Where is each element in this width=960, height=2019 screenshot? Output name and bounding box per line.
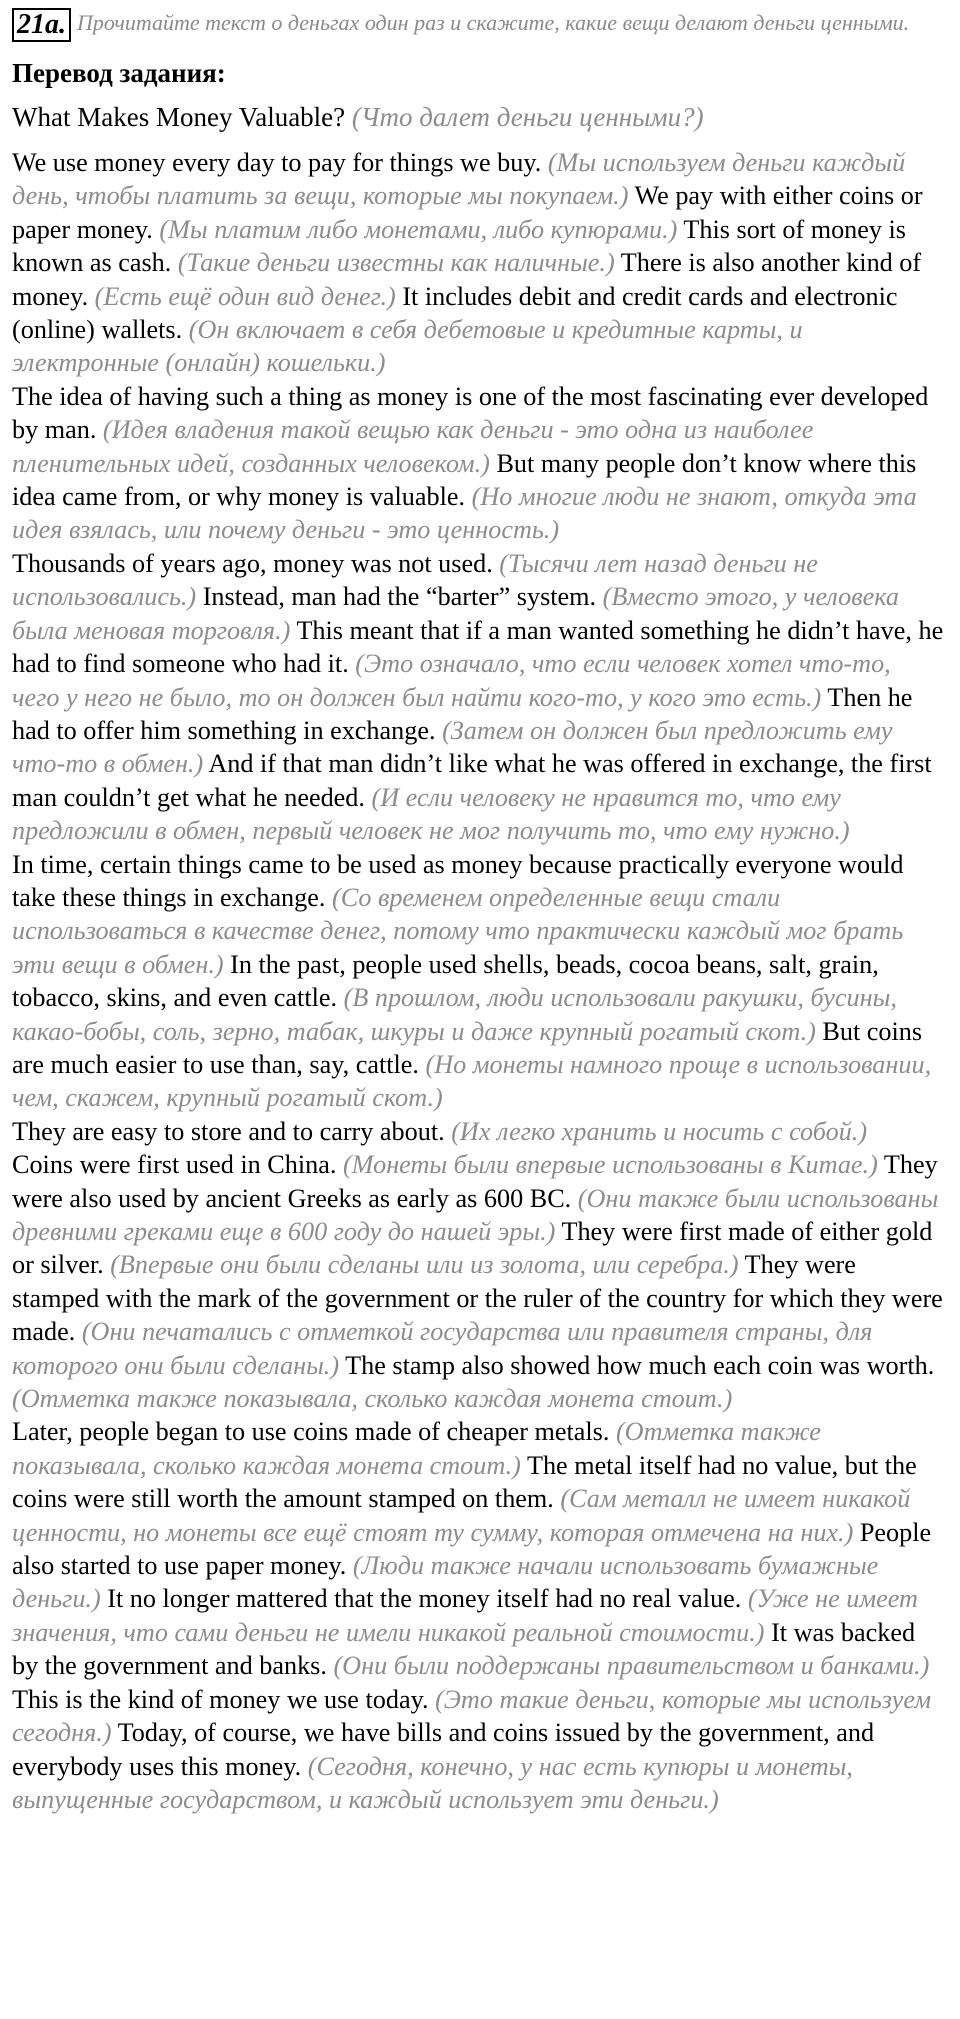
sentence-english: This is the kind of money we use today. [12,1684,429,1714]
sentence-english: This meant that if a man wanted something he didn’t have, he had to find someone who had it. [12,615,944,679]
text-title [12,100,952,134]
sentence-english: They were first made of either gold or silver. [12,1217,933,1280]
sentence-russian: (Сам металл не имеет никакой ценности, но монеты все ещё стоят ту сумму, которая отмечена на них.) [12,1484,911,1547]
sentence-russian: (Вместо этого, у человека была меновая торговля.) [12,582,899,645]
sentence-english: The metal itself had no value, but the coins were still worth the amount stamped on them. [12,1450,917,1514]
sentence-russian: (Они печатались с отметкой государства или правителя страны, для которого они были сделаны.) [12,1317,873,1380]
sentence-17 [12,1150,878,1179]
sentence-english: It was backed by the government and banks. [12,1617,916,1681]
sentence-english: Coins were first used in China. [12,1150,337,1180]
sentence-english: In the past, people used shells, beads, cocoa beans, salt, grain, tobacco, skins, and even cattle. [12,949,879,1013]
sentence-english: Instead, man had the “barter” system. [202,582,597,612]
sentence-russian: (Они также были использованы древними греками еще в 600 году до нашей эры.) [12,1183,939,1246]
sentence-english: They were also used by ancient Greeks as early as 600 BC. [12,1150,938,1213]
sentence-russian: (Сегодня, конечно, у нас есть купюры и монеты, выпущенные государством, и каждый использует эти деньги.) [12,1751,853,1814]
sentence-russian: (Тысячи лет назад деньги не использовались.) [12,548,818,612]
title-russian: (Что далет деньги ценными?) [351,102,704,132]
translation-heading: Перевод задания: [12,58,226,88]
sentence-english: We use money every day to pay for things we buy. [12,148,542,177]
sentence-russian: (Мы используем деньги каждый день, чтобы платить за вещи, которые мы покупаем.) [12,148,906,211]
sentence-english: We pay with either coins or paper money. [12,181,923,244]
sentence-russian: (Люди также начали использовать бумажные деньги.) [12,1551,879,1614]
sentence-english: This sort of money is known as cash. [12,214,907,278]
sentence-russian: (Но монеты намного проще в использовании, чем, скажем, крупный рогатый скот.) [12,1049,932,1113]
sentence-16 [12,1117,867,1146]
sentence-russian: (Отметка также показывала, сколько каждая монета стоит.) [12,1417,821,1480]
sentence-english: Thousands of years ago, money was not used. [12,548,493,578]
sentence-english: It no longer mattered that the money itself had no real value. [107,1584,742,1614]
sentence-russian: (И если человеку не нравится то, что ему предложили в обмен, первый человек не мог получить то, что ему нужно.) [12,782,850,846]
task-number: 21a. [12,8,71,42]
sentence-russian: (Идея владения такой вещью как деньги - это одна из наиболее пленительных идей, созданных человеком.) [12,415,814,478]
sentence-28 [12,1718,874,1814]
sentence-russian: (Есть ещё один вид денег.) [94,281,396,311]
text-body [12,146,944,1816]
sentence-english: Today, of course, we have bills and coins issued by the government, and everybody uses this money. [12,1718,875,1781]
sentence-english: Later, people began to use coins made of cheaper metals. [12,1417,610,1447]
sentence-english: But many people don’t know where this idea came from, or why money is valuable. [12,448,917,512]
sentence-russian: (Он включает в себя дебетовые и кредитные карты, и электронные (онлайн) кошельки.) [12,315,803,378]
sentence-russian: (Это такие деньги, которые мы используем сегодня.) [12,1684,932,1748]
sentence-russian: (В прошлом, люди использовали ракушки, бусины, какао-бобы, соль, зерно, табак, шкуры и даже крупный рогатый скот.) [12,983,897,1046]
sentence-russian: (Это означало, что если человек хотел что-то, чего у него не было, то он должен был найти кого-то, у кого это есть.) [12,649,891,712]
sentence-english: They were stamped with the mark of the government or the ruler of the country for which they were made. [12,1250,943,1347]
sentence-russian: (Уже не имеет значения, что сами деньги не имели никакой реальной стоимости.) [12,1584,918,1647]
sentence-english: People also started to use paper money. [12,1517,932,1581]
sentence-russian: (Монеты были впервые использованы в Китае.) [342,1150,878,1180]
task-instruction: Прочитайте текст о деньгах один раз и скажите, какие вещи делают деньги ценными. [77,10,910,35]
sentence-english: There is also another kind of money. [12,248,922,311]
sentence-english: It includes debit and credit cards and electronic (online) wallets. [12,281,898,345]
sentence-russian: (Со временем определенные вещи стали использоваться в качестве денег, потому что практически каждый мог брать эти вещи в обмен.) [12,882,904,979]
sentence-russian: (Впервые они были сделаны или из золота, или серебра.) [110,1250,739,1280]
sentence-english: They are easy to store and to carry about. [12,1116,445,1146]
task-header [12,8,942,42]
sentence-english: In time, certain things came to be used as money because practically everyone would take these things in exchange. [12,849,904,912]
sentence-english: But coins are much easier to use than, say, cattle. [12,1016,923,1079]
sentence-english: The stamp also showed how much each coin was worth. [345,1350,935,1380]
title-english: What Makes Money Valuable? [12,102,346,132]
sentence-russian: (Но многие люди не знают, откуда эта идея взялась, или почему деньги - это ценность.) [12,482,917,545]
sentence-russian: (Такие деньги известны как наличные.) [177,248,615,278]
sentence-english: The idea of having such a thing as money is one of the most fascinating ever developed by man. [12,381,929,445]
sentence-english: Then he had to offer him something in exchange. [12,682,913,745]
sentence-russian: (Мы платим либо монетами, либо купюрами.) [159,214,678,244]
sentence-english: And if that man didn’t like what he was offered in exchange, the first man couldn’t get what he needed. [12,749,932,812]
sentence-russian: (Отметка также показывала, сколько каждая монета стоит.) [12,1384,733,1414]
sentence-russian: (Их легко хранить и носить с собой.) [451,1116,868,1146]
sentence-russian: (Затем он должен был предложить ему что-то в обмен.) [12,715,893,779]
sentence-russian: (Они были поддержаны правительством и банками.) [333,1651,930,1681]
